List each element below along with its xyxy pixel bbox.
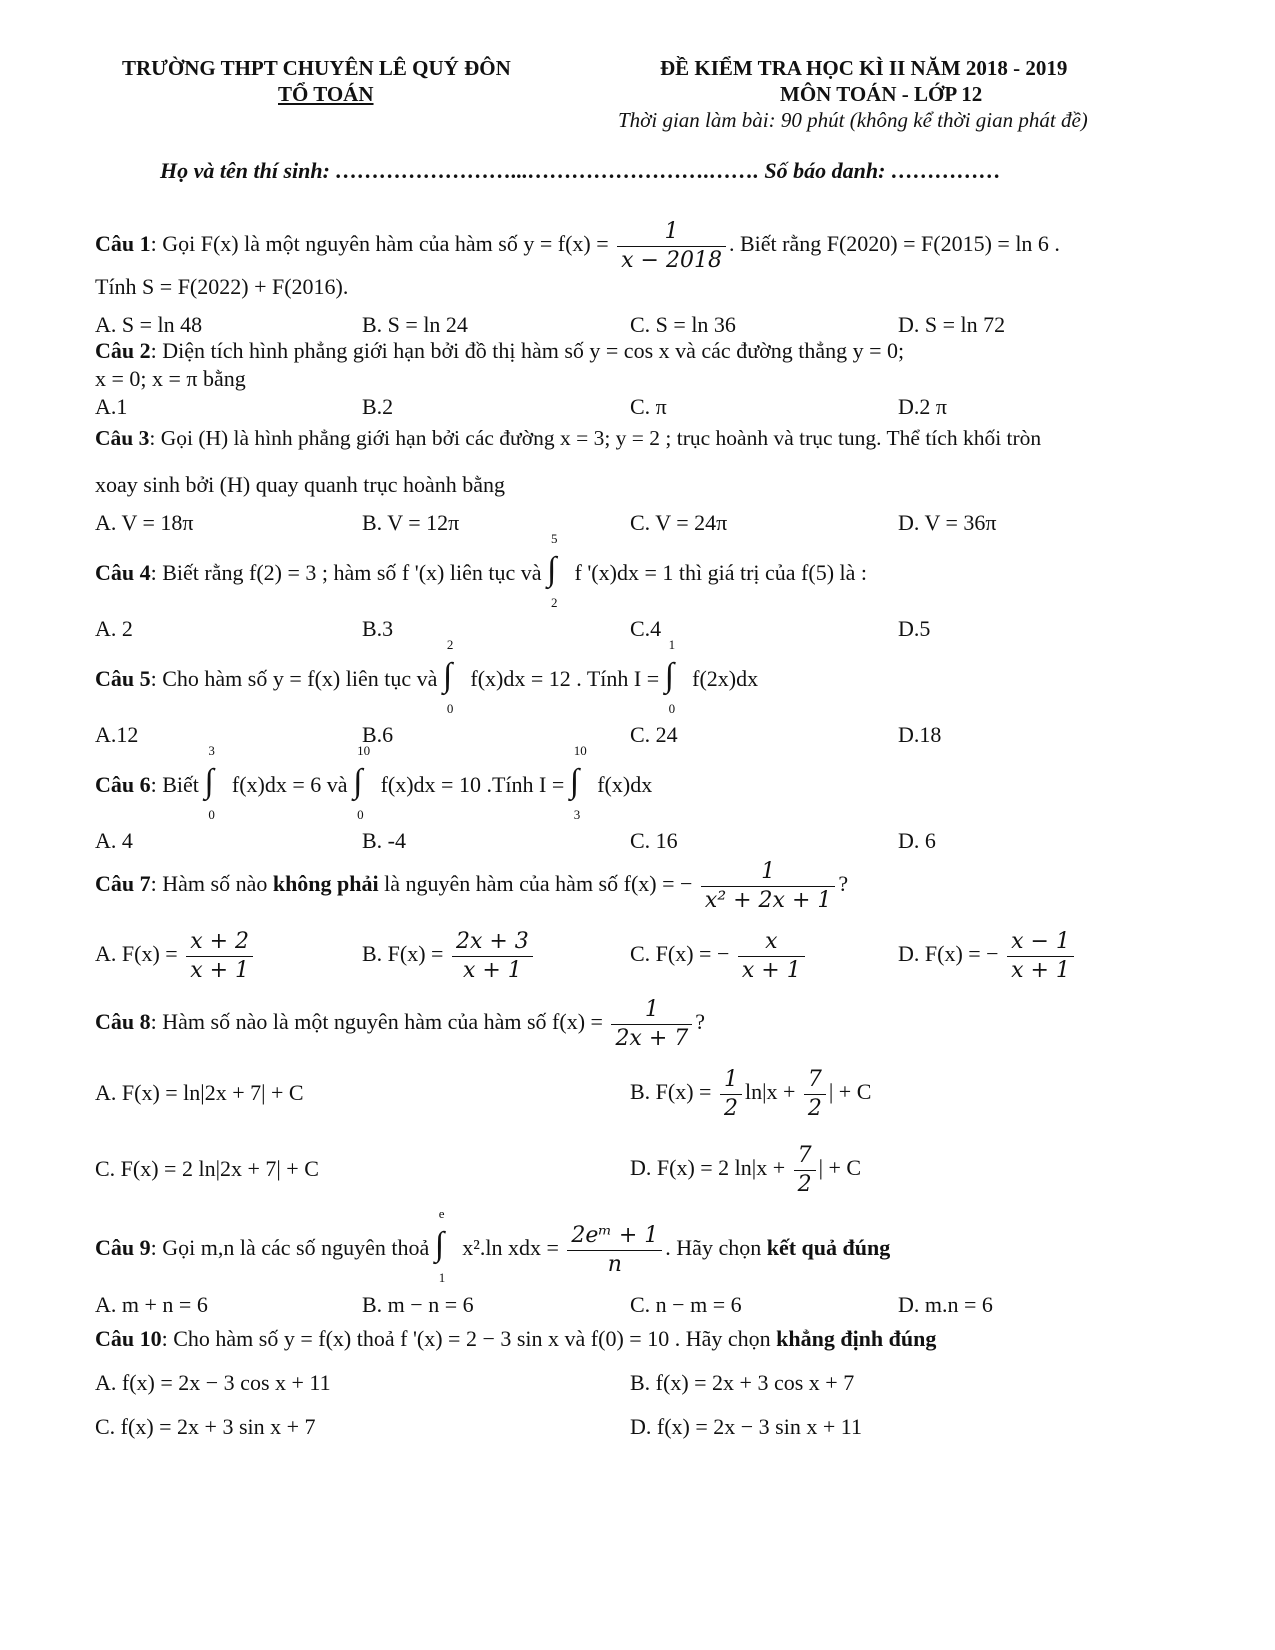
answer-option[interactable]: B.6 <box>362 722 394 747</box>
question-label: Câu 3 <box>95 426 150 450</box>
answer-option[interactable]: D. S = ln 72 <box>898 312 1006 337</box>
answer-option[interactable]: C. F(x) = 2 ln|2x + 7| + C <box>95 1156 319 1181</box>
question-label: Câu 1 <box>95 231 151 257</box>
answer-option[interactable]: C. 16 <box>630 828 678 853</box>
integral-sign: ∫ 5 2 <box>547 530 558 610</box>
answer-option[interactable]: B. F(x) = $\frac{1}{2}$ ln|x + $\frac{7}{2}$ | + C <box>630 1067 872 1121</box>
answer-option[interactable]: C.4 <box>630 616 662 641</box>
exam-title: ĐỀ KIỂM TRA HỌC KÌ II NĂM 2018 - 2019 <box>660 56 1068 80</box>
answer-option[interactable]: B. F(x) = $\frac{2x + 3}{x + 1}$ <box>362 928 536 984</box>
student-info-line: Họ và tên thí sinh: ……………………...…………………….……. Số báo danh: …………… <box>160 158 1001 183</box>
question-3: Câu 3: Gọi (H) là hình phẳng giới hạn bởi các đường x = 3; y = 2 ; trục hoành và trục tung. Thể tích khối tròn <box>95 426 1042 450</box>
question-10: Câu 10: Cho hàm số y = f(x) thoả f '(x) = 2 − 3 sin x và f(0) = 10 . Hãy chọn khẳng định đúng <box>95 1326 937 1351</box>
answer-option[interactable]: B. f(x) = 2x + 3 cos x + 7 <box>630 1370 855 1395</box>
fraction: $\frac{1}{x - 2018}$ <box>617 218 726 274</box>
answer-option[interactable]: D.2 π <box>898 394 947 419</box>
answer-option[interactable]: C. V = 24π <box>630 510 728 535</box>
question-label: Câu 7 <box>95 871 151 897</box>
question-label: Câu 6 <box>95 772 151 797</box>
answer-option[interactable]: B. -4 <box>362 828 406 853</box>
answer-option[interactable]: A.1 <box>95 394 128 419</box>
answer-option[interactable]: B.3 <box>362 616 394 641</box>
answer-option[interactable]: A. f(x) = 2x − 3 cos x + 11 <box>95 1370 331 1395</box>
question-label: Câu 5 <box>95 666 151 691</box>
fraction: $\frac{1}{\text{x² + 2x + 1}}$ <box>701 858 835 914</box>
question-label: Câu 2 <box>95 338 151 363</box>
integral-sign: ∫ 1 0 <box>664 636 676 716</box>
question-2: Câu 2: Diện tích hình phẳng giới hạn bởi đồ thị hàm số y = cos x và các đường thẳng y = 0; <box>95 338 905 363</box>
answer-option[interactable]: A.12 <box>95 722 139 747</box>
question-8: Câu 8: Hàm số nào là một nguyên hàm của hàm số f(x) = $\frac{1}{2x + 7}$ ? <box>95 997 706 1051</box>
answer-option[interactable]: C. n − m = 6 <box>630 1292 742 1317</box>
integral-sign: ∫ 3 0 <box>204 742 215 822</box>
question-label: Câu 9 <box>95 1235 151 1261</box>
school-name: TRƯỜNG THPT CHUYÊN LÊ QUÝ ĐÔN <box>122 56 511 80</box>
integral-sign: ∫ 10 0 <box>353 742 371 822</box>
answer-option[interactable]: D. F(x) = − $\frac{x - 1}{x + 1}$ <box>898 928 1077 984</box>
answer-option[interactable]: A. V = 18π <box>95 510 194 535</box>
question-3-line-2: xoay sinh bởi (H) quay quanh trục hoành bằng <box>95 472 505 497</box>
fraction: $\frac{\text{2eᵐ + 1}}{n}$ <box>567 1222 662 1278</box>
answer-option[interactable]: D. f(x) = 2x − 3 sin x + 11 <box>630 1414 862 1439</box>
answer-option[interactable]: B. S = ln 24 <box>362 312 468 337</box>
subject-title: MÔN TOÁN - LỚP 12 <box>780 82 983 106</box>
integral-sign: ∫ 2 0 <box>442 636 454 716</box>
question-label: Câu 4 <box>95 560 151 585</box>
answer-option[interactable]: A. 4 <box>95 828 133 853</box>
question-9: Câu 9: Gọi m,n là các số nguyên thoả ∫ e 1 x².ln xdx = $\frac{\text{2eᵐ + 1}}{n}$ . Hãy chọn kết quả đúng <box>95 1206 891 1285</box>
question-6: Câu 6: Biết ∫ 3 0 f(x)dx = 6 và ∫ 10 0 f(x)dx = 10 .Tính I = ∫ 10 3 f(x)dx <box>95 742 653 822</box>
answer-option[interactable]: C. f(x) = 2x + 3 sin x + 7 <box>95 1414 316 1439</box>
answer-option[interactable]: D. F(x) = 2 ln|x + $\frac{7}{2}$ | + C <box>630 1143 862 1197</box>
question-7: Câu 7: Hàm số nào không phải là nguyên hàm của hàm số f(x) = − $\frac{1}{\text{x² + 2x + 1}}$ ? <box>95 859 849 913</box>
question-5: Câu 5: Cho hàm số y = f(x) liên tục và ∫ 2 0 f(x)dx = 12 . Tính I = ∫ 1 0 f(2x)dx <box>95 636 759 716</box>
answer-option[interactable]: A. F(x) = $\frac{x + 2}{x + 1}$ <box>95 928 256 984</box>
answer-option[interactable]: C. S = ln 36 <box>630 312 736 337</box>
integral-sign: ∫ 10 3 <box>569 742 587 822</box>
answer-option[interactable]: D. m.n = 6 <box>898 1292 993 1317</box>
answer-option[interactable]: A. S = ln 48 <box>95 312 203 337</box>
question-2-line-2: x = 0; x = π bằng <box>95 366 246 391</box>
answer-option[interactable]: D. 6 <box>898 828 936 853</box>
question-1: Câu 1: Gọi F(x) là một nguyên hàm của hàm số y = f(x) = $\frac{1}{x - 2018}$ . Biết rằng F(2020) = F(2015) = ln 6 . <box>95 219 1060 273</box>
answer-option[interactable]: A. F(x) = ln|2x + 7| + C <box>95 1080 304 1105</box>
answer-option[interactable]: B. m − n = 6 <box>362 1292 474 1317</box>
question-label: Câu 8 <box>95 1009 151 1035</box>
fraction: $\frac{1}{2x + 7}$ <box>611 996 692 1052</box>
answer-option[interactable]: D.5 <box>898 616 931 641</box>
question-1-line-2: Tính S = F(2022) + F(2016). <box>95 274 349 299</box>
answer-option[interactable]: C. F(x) = − $\frac{x}{x + 1}$ <box>630 928 808 984</box>
answer-option[interactable]: D.18 <box>898 722 942 747</box>
integral-sign: ∫ e 1 <box>434 1206 446 1285</box>
answer-option[interactable]: C. 24 <box>630 722 678 747</box>
time-note: Thời gian làm bài: 90 phút (không kể thời gian phát đề) <box>618 108 1088 132</box>
answer-option[interactable]: A. 2 <box>95 616 133 641</box>
question-4: Câu 4: Biết rằng f(2) = 3 ; hàm số f '(x) liên tục và ∫ 5 2 f '(x)dx = 1 thì giá trị của f(5) là : <box>95 530 868 610</box>
answer-option[interactable]: B.2 <box>362 394 394 419</box>
question-label: Câu 10 <box>95 1326 162 1351</box>
answer-option[interactable]: C. π <box>630 394 667 419</box>
answer-option[interactable]: A. m + n = 6 <box>95 1292 208 1317</box>
answer-option[interactable]: B. V = 12π <box>362 510 460 535</box>
answer-option[interactable]: D. V = 36π <box>898 510 997 535</box>
department-name: TỔ TOÁN <box>278 82 374 106</box>
